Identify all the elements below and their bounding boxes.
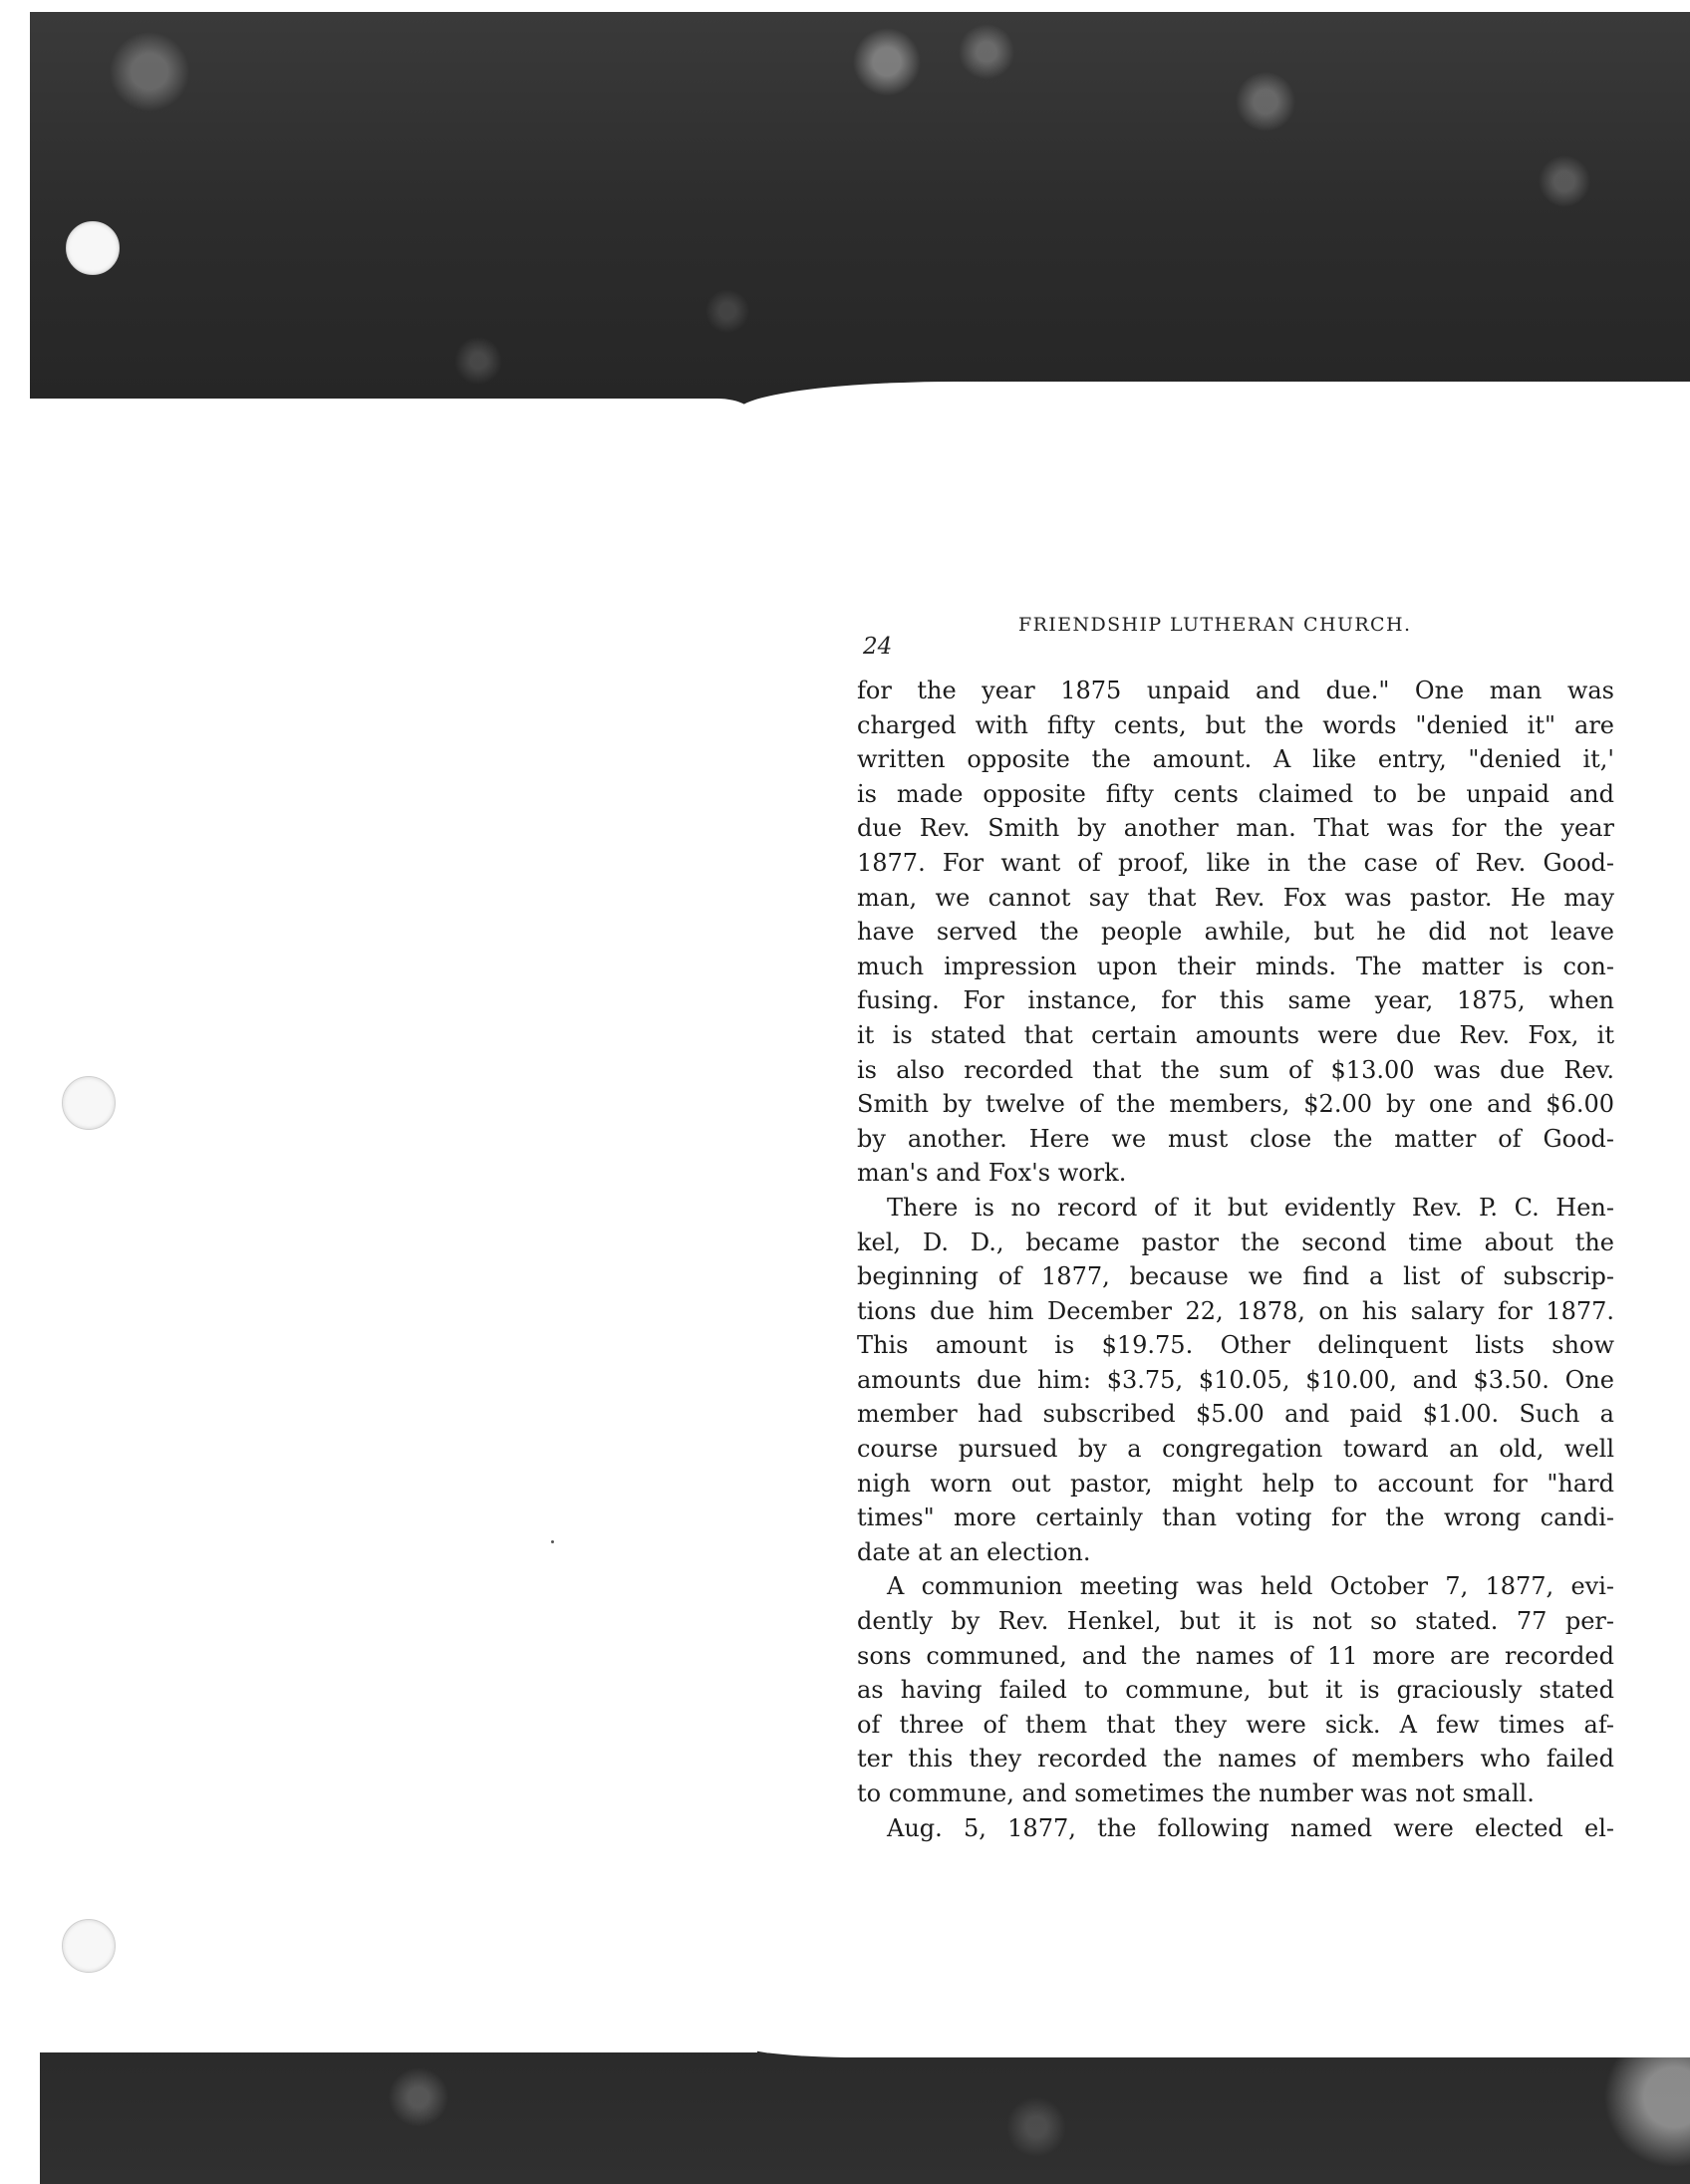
text-line: 1877. For want of proof, like in the case of Rev. Good- xyxy=(857,848,1614,877)
punch-hole-middle xyxy=(62,1076,116,1130)
text-line: dently by Rev. Henkel, but it is not so stated. 77 per- xyxy=(857,1607,1614,1636)
text-line-paragraph-end: to commune, and sometimes the number was not small. xyxy=(857,1779,1535,1807)
text-line-paragraph-start: A communion meeting was held October 7, 1877, evi- xyxy=(887,1572,1614,1601)
text-line: for the year 1875 unpaid and due." One man was xyxy=(857,677,1614,704)
text-line: course pursued by a congregation toward an old, well xyxy=(857,1435,1614,1464)
text-line: kel, D. D., became pastor the second time about the xyxy=(857,1228,1614,1256)
text-line: have served the people awhile, but he did not leave xyxy=(857,918,1614,947)
text-line: beginning of 1877, because we find a list of subscrip- xyxy=(857,1262,1614,1291)
text-line: ter this they recorded the names of members who failed xyxy=(857,1745,1614,1774)
text-line: times" more certainly than voting for the wrong candi- xyxy=(857,1503,1614,1532)
text-line-paragraph-start: Aug. 5, 1877, the following named were elected el- xyxy=(887,1813,1614,1842)
scan-dark-background-bottom xyxy=(40,2038,1690,2184)
punch-hole-bottom xyxy=(62,1919,116,1973)
text-line: charged with fifty cents, but the words "denied it" are xyxy=(857,710,1614,739)
text-line: written opposite the amount. A like entry, "denied it,' xyxy=(857,745,1614,774)
text-line: sons communed, and the names of 11 more are recorded xyxy=(857,1641,1614,1670)
text-line: Smith by twelve of the members, $2.00 by one and $6.00 xyxy=(857,1090,1614,1119)
text-line: man, we cannot say that Rev. Fox was pastor. He may xyxy=(857,883,1614,912)
text-line: due Rev. Smith by another man. That was for the year xyxy=(857,814,1614,843)
text-line: nigh worn out pastor, might help to account for "hard xyxy=(857,1469,1614,1498)
text-line: is also recorded that the sum of $13.00 was due Rev. xyxy=(857,1055,1614,1084)
text-line: is made opposite fifty cents claimed to be unpaid and xyxy=(857,779,1614,808)
running-head: FRIENDSHIP LUTHERAN CHURCH. xyxy=(1018,614,1412,636)
text-line-paragraph-end: date at an election. xyxy=(857,1537,1091,1566)
text-line: it is stated that certain amounts were due Rev. Fox, it xyxy=(857,1020,1614,1049)
text-line: of three of them that they were sick. A few times af- xyxy=(857,1710,1614,1739)
text-line: as having failed to commune, but it is graciously stated xyxy=(857,1676,1614,1705)
text-line: tions due him December 22, 1878, on his salary for 1877. xyxy=(857,1296,1614,1325)
text-line: fusing. For instance, for this same year, 1875, when xyxy=(857,986,1614,1015)
page-body-text xyxy=(857,674,1614,1845)
scan-dark-background-top xyxy=(30,12,1690,430)
left-blank-page xyxy=(30,399,757,2052)
page-number: 24 xyxy=(863,634,893,660)
text-line-paragraph-end: man's and Fox's work. xyxy=(857,1159,1127,1188)
text-line-paragraph-start: There is no record of it but evidently Rev. P. C. Hen- xyxy=(887,1193,1614,1222)
text-line: member had subscribed $5.00 and paid $1.00. Such a xyxy=(857,1400,1614,1429)
text-line: much impression upon their minds. The matter is con- xyxy=(857,952,1614,980)
text-line: amounts due him: $3.75, $10.05, $10.00, and $3.50. One xyxy=(857,1365,1614,1394)
text-line: by another. Here we must close the matter of Good- xyxy=(857,1124,1614,1153)
text-line: This amount is $19.75. Other delinquent lists show xyxy=(857,1331,1614,1360)
punch-hole-top xyxy=(66,221,120,275)
page-speck xyxy=(551,1540,554,1543)
